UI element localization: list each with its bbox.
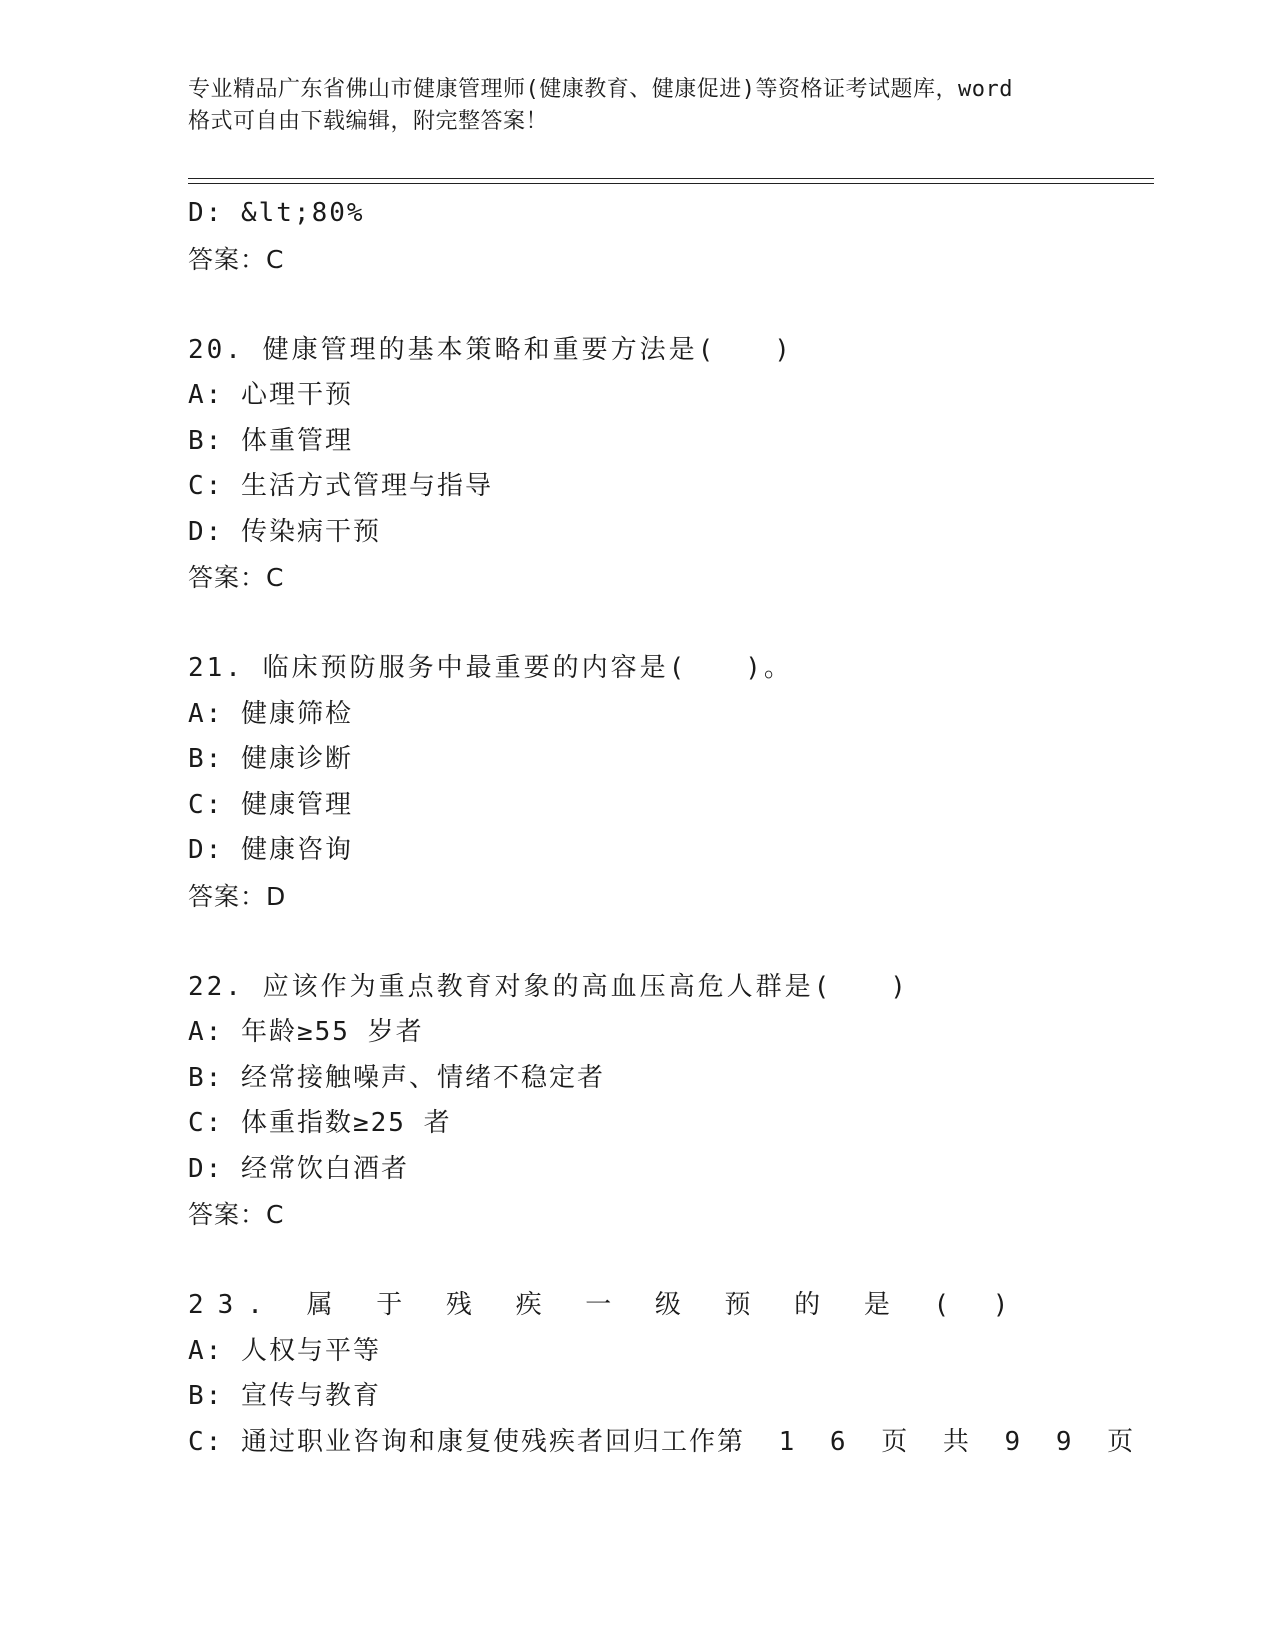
question-22-option-b: B: 经常接触噪声、情绪不稳定者 — [188, 1062, 605, 1093]
question-21-option-c: C: 健康管理 — [188, 789, 353, 820]
question-23-title: 23. 属 于 残 疾 一 级 预 的 是 ( ) — [188, 1290, 1023, 1320]
question-23-option-c-row — [188, 1420, 1154, 1466]
question-22-answer: 答案：C — [188, 1200, 285, 1229]
spacer — [188, 282, 1154, 328]
header-line-1: 专业精品广东省佛山市健康管理师(健康教育、健康促进)等资格证考试题库，word — [188, 77, 1013, 102]
question-22-option-d: D: 经常饮白酒者 — [188, 1153, 409, 1184]
header-rule-bottom — [188, 183, 1154, 184]
question-20-answer: 答案：C — [188, 563, 285, 592]
question-20-option-b: B: 体重管理 — [188, 425, 353, 456]
question-list — [188, 191, 1154, 1465]
spacer — [188, 919, 1154, 965]
prev-answer: 答案：C — [188, 244, 285, 274]
question-21-answer: 答案：D — [188, 881, 287, 911]
question-23-option-c: C: 通过职业咨询和康复使残疾者回归工作 — [188, 1426, 717, 1457]
question-22-title: 22. 应该作为重点教育对象的高血压高危人群是( ) — [188, 971, 909, 1002]
question-20-option-d: D: 传染病干预 — [188, 516, 381, 547]
question-20-title: 20. 健康管理的基本策略和重要方法是( ) — [188, 334, 793, 365]
spacer — [188, 601, 1154, 647]
question-21-option-b: B: 健康诊断 — [188, 744, 353, 774]
page-number: 第 1 6 页 共 9 9 页 — [716, 1426, 1144, 1457]
header-rule-top — [188, 178, 1154, 179]
spacer — [188, 1238, 1154, 1284]
question-20-option-a: A: 心理干预 — [188, 380, 353, 410]
question-23-option-a: A: 人权与平等 — [188, 1335, 381, 1366]
question-21-option-a: A: 健康筛检 — [188, 698, 353, 729]
question-22-option-a: A: 年龄≥55 岁者 — [188, 1017, 424, 1047]
document-header — [188, 74, 1088, 138]
prev-option-d: D: &lt;80% — [188, 198, 365, 228]
question-21-title: 21. 临床预防服务中最重要的内容是( )。 — [188, 653, 793, 683]
question-21-option-d: D: 健康咨询 — [188, 835, 353, 865]
header-line-2: 格式可自由下载编辑，附完整答案！ — [188, 109, 549, 134]
question-23-option-b: B: 宣传与教育 — [188, 1381, 381, 1411]
question-20-option-c: C: 生活方式管理与指导 — [188, 471, 493, 501]
question-22-option-c: C: 体重指数≥25 者 — [188, 1108, 452, 1138]
